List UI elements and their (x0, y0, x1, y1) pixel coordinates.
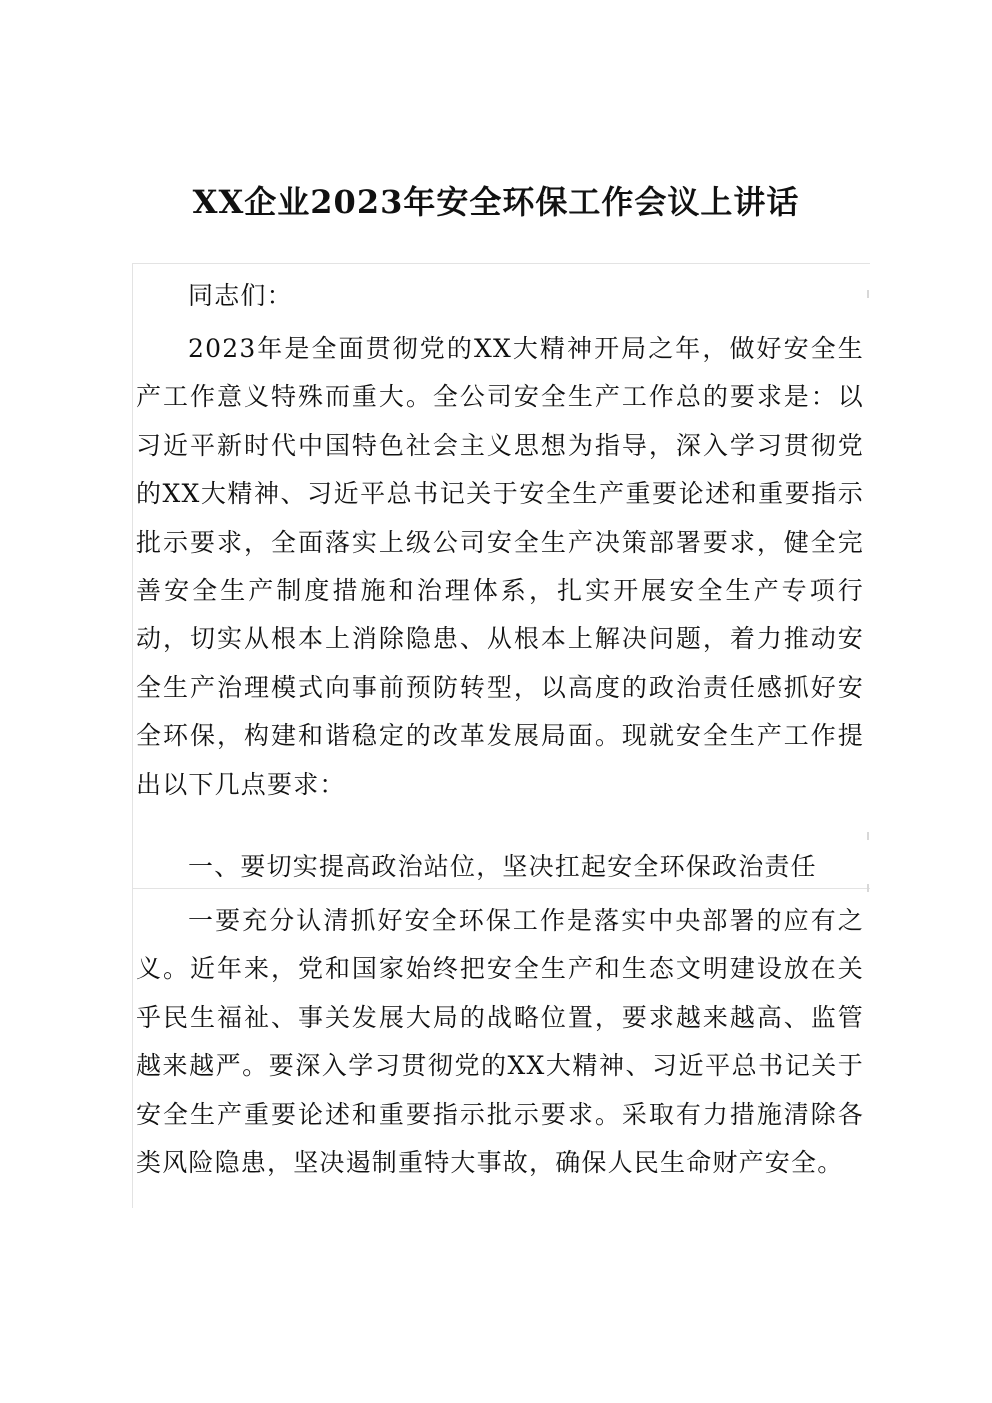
text-frame-corner-mark (867, 884, 869, 892)
document-title: XX企业2023年安全环保工作会议上讲话 (192, 183, 800, 221)
text-frame-left-border (132, 263, 133, 1208)
body-paragraph-intro: 2023年是全面贯彻党的XX大精神开局之年，做好安全生产工作意义特殊而重大。全公司安全生产工作总的要求是：以习近平新时代中国特色社会主义思想为指导，深入学习贯彻党的XX大精神、习近平总书记关于安全生产重要论述和重要指示批示要求，全面落实上级公司安全生产决策部署要求，健全完善安全生产制度措施和治理体系，扎实开展安全生产专项行动，切实从根本上消除隐患、从根本上解决问题，着力推动安全生产治理模式向事前预防转型，以高度的政治责任感抓好安全环保，构建和谐稳定的改革发展局面。现就安全生产工作提出以下几点要求： (136, 334, 864, 799)
salutation: 同志们： (188, 281, 293, 310)
section-heading-1: 一、要切实提高政治站位，坚决扛起安全环保政治责任 (188, 852, 817, 881)
body-paragraph-1: 一要充分认清抓好安全环保工作是落实中央部署的应有之义。近年来，党和国家始终把安全生产和生态文明建设放在关乎民生福祉、事关发展大局的战略位置，要求越来越高、监管越来越严。要深入学习贯彻党的XX大精神、习近平总书记关于安全生产重要论述和重要指示批示要求。采取有力措施清除各类风险隐患，坚决遏制重特大事故，确保人民生命财产安全。 (136, 906, 864, 1178)
text-frame-top-border (132, 263, 870, 264)
text-frame-corner-mark (867, 290, 869, 298)
text-frame-corner-mark (867, 832, 869, 840)
